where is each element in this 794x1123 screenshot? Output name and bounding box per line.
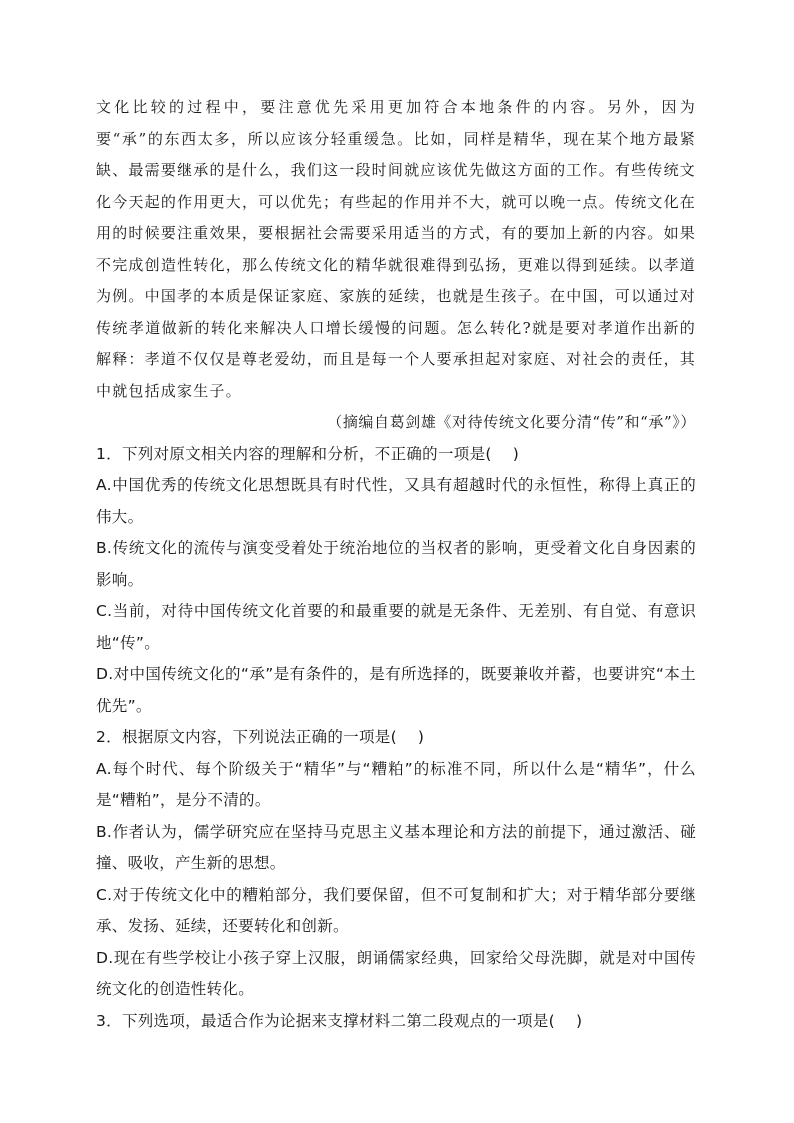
question-1-option-d: D.对中国传统文化的“承”是有条件的，是有所选择的，既要兼收并蓄，也要讲究“本土优先”。 — [96, 665, 696, 715]
question-1-option-a: A.中国优秀的传统文化思想既具有时代性，又具有超越时代的永恒性，称得上真正的伟大。 — [96, 476, 696, 526]
question-2-option-a: A.每个时代、每个阶级关于“精华”与“糟粕”的标准不同，所以什么是“精华”，什么是“糟粕”，是分不清的。 — [96, 759, 696, 809]
question-3-stem: 3．下列选项，最适合作为论据来支撑材料二第二段观点的一项是( ) — [96, 1011, 583, 1030]
page-content — [96, 92, 696, 1037]
question-2-option-c: C.对于传统文化中的糟粕部分，我们要保留，但不可复制和扩大；对于精华部分要继承、发扬、延续，还要转化和创新。 — [96, 885, 696, 935]
passage-text: 文化比较的过程中，要注意优先采用更加符合本地条件的内容。另外，因为要“承”的东西太多，所以应该分轻重缓急。比如，同样是精华，现在某个地方最紧缺、最需要继承的是什么，我们这一段时间就应该优先做这方面的工作。有些传统文化今天起的作用更大，可以优先；有些起的作用并不大，就可以晚一点。传统文化在用的时候要注重效果，要根据社会需要采用适当的方式，有的要加上新的内容。如果不完成创造性转化，那么传统文化的精华就很难得到弘扬，更难以得到延续。以孝道为例。中国孝的本质是保证家庭、家族的延续，也就是生孩子。在中国，可以通过对传统孝道做新的转化来解决人口增长缓慢的问题。怎么转化?就是要对孝道作出新的解释：孝道不仅仅是尊老爱幼，而且是每一个人要承担起对家庭、对社会的责任，其中就包括成家生子。 — [96, 98, 696, 400]
passage-source: （摘编自葛剑雄《对待传统文化要分清“传”和“承”》） — [327, 413, 696, 431]
question-1-option-b: B.传统文化的流传与演变受着处于统治地位的当权者的影响，更受着文化自身因素的影响。 — [96, 539, 696, 589]
question-2-option-d: D.现在有些学校让小孩子穿上汉服，朗诵儒家经典，回家给父母洗脚，就是对中国传统文化的创造性转化。 — [96, 948, 696, 998]
question-2-option-b: B.作者认为，儒学研究应在坚持马克思主义基本理论和方法的前提下，通过激活、碰撞、吸收，产生新的思想。 — [96, 822, 696, 872]
question-2-stem: 2．根据原文内容，下列说法正确的一项是( ) — [96, 728, 425, 746]
question-1-stem: 1．下列对原文相关内容的理解和分析，不正确的一项是( ) — [96, 444, 520, 463]
question-1-option-c: C.当前，对待中国传统文化首要的和最重要的就是无条件、无差别、有自觉、有意识地“传”。 — [96, 602, 696, 652]
